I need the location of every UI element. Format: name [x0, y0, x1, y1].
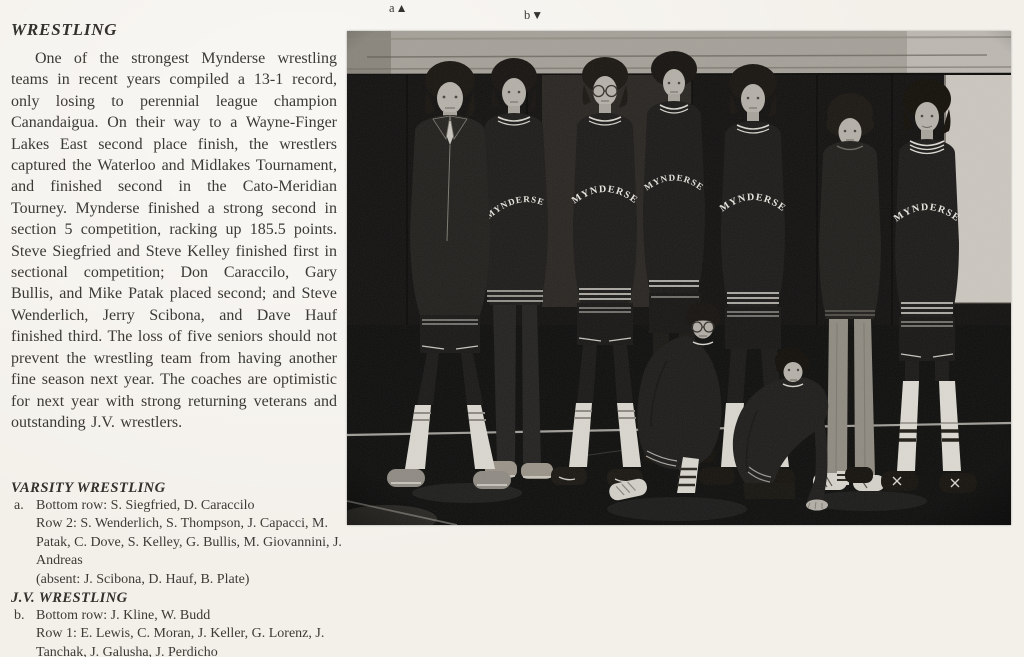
varsity-caption-entry — [11, 497, 343, 589]
varsity-caption-title: VARSITY WRESTLING — [11, 480, 166, 496]
article-title: WRESTLING — [11, 20, 118, 39]
jv-caption-title: J.V. WRESTLING — [11, 590, 128, 607]
caption-line: Row 1: E. Lewis, C. Moran, J. Keller, G. Lorenz, J. Tanchak, J. Galusha, J. Perdicho — [36, 626, 325, 657]
team-photo — [347, 31, 1011, 525]
caption-line: Row 2: S. Wenderlich, S. Thompson, J. Capacci, M. Patak, C. Dove, S. Kelley, G. Bullis, M. Giovannini, J. Andreas — [36, 516, 342, 569]
caption-block — [11, 479, 343, 657]
caption-marker-a: a. — [14, 498, 24, 513]
jv-caption-entry — [11, 607, 343, 657]
caption-line: Bottom row: J. Kline, W. Budd — [36, 608, 211, 624]
article-body: One of the strongest Mynderse wrestling teams in recent years compiled a 13-1 record, only losing to perennial league champion Canandaigua. On their way to a Wayne-Finger Lakes East second place finish, the wrestlers captured the Waterloo and Midlakes Tournament, and finished second in the Cato-Meridian Tourney. Mynderse finished a strong second in section 5 competition, racking up 185.5 points. Steve Siegfried and Steve Kelley finished first in sectional competition; Don Caraccilo, Gary Bullis, and Mike Patak placed second; and Steve Wenderlich, Jerry Scibona, and Dave Hauf finished third. The loss of five seniors should not prevent the wrestling team from having another fine season next year. The coaches are optimistic for next year with strong returning veterans and outstanding J.V. wrestlers. — [11, 50, 337, 431]
photo-marker-b — [524, 8, 543, 23]
caption-line: Bottom row: S. Siegfried, D. Caraccilo — [36, 498, 255, 513]
caption-marker-b: b. — [14, 608, 25, 624]
vignette — [347, 31, 1011, 525]
up-triangle-icon: ▲ — [395, 1, 408, 15]
down-triangle-icon: ▼ — [531, 8, 544, 22]
photo-marker-b-label: b — [524, 8, 531, 22]
photo-marker-a-label: a — [389, 1, 395, 15]
caption-line: (absent: J. Scibona, D. Hauf, B. Plate) — [36, 571, 250, 587]
article-column — [11, 21, 337, 433]
team-photo-illustration — [347, 31, 1011, 525]
photo-marker-a — [389, 1, 407, 16]
